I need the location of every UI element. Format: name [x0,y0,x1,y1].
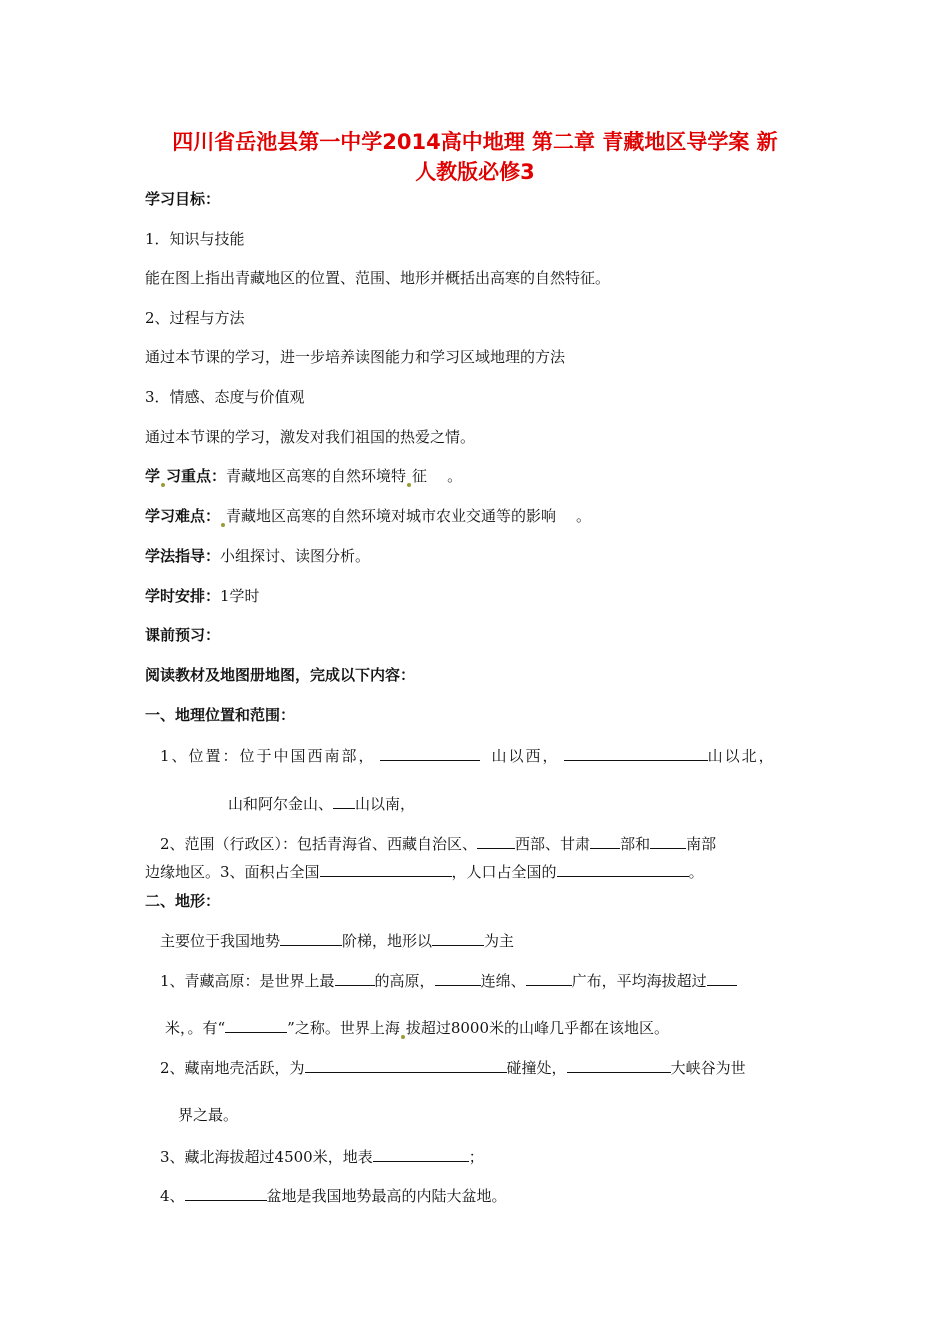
blank[interactable] [320,860,452,877]
section2-q3-a: 3、藏北海拔超过4500米，地表 [160,1148,373,1166]
difficulty-line [145,505,591,527]
section1-q2-e: 边缘地区。3、面积占全国 [145,863,320,881]
emotion-heading: 3．情感、态度与价值观 [145,388,305,406]
section2-q1-line [160,969,737,992]
section1-q1-a: 1、位置：位于中国西南部， [160,747,376,765]
key-point-tail: 。 [447,467,463,485]
section2-q2-a: 2、藏南地壳活跃，为 [160,1059,305,1077]
key-point-label-b: 习重点： [166,467,227,485]
method-label: 学法指导： [145,547,221,565]
section2-q2-line [160,1056,746,1079]
mark-dot [221,523,225,527]
section1-q1-d: 山和阿尔金山、 [228,795,334,813]
section1-q1-line [160,744,776,767]
process-text: 通过本节课的学习，进一步培养读图能力和学习区域地理的方法 [145,348,566,366]
section2-q4-line [160,1184,507,1207]
blank[interactable] [650,832,686,849]
mark-dot [407,483,411,487]
mark-dot [161,483,165,487]
blank[interactable] [305,1056,507,1073]
blank[interactable] [557,860,689,877]
mark-dot [401,1035,405,1039]
objectives-heading: 学习目标： [145,190,221,208]
knowledge-heading: 1．知识与技能 [145,230,245,248]
blank[interactable] [526,969,572,986]
section1-q1-b: 山以西， [491,747,560,765]
section2-q4-a: 4、 [160,1187,185,1205]
preview-heading: 课前预习： [145,626,221,644]
section2-q1-a: 1、青藏高原：是世界上最 [160,972,335,990]
section2-intro-line [160,929,514,952]
time-label: 学时安排： [145,587,221,605]
section1-q2-d: 南部 [686,835,717,853]
section2-q3-b: ； [468,1148,484,1166]
section2-intro-a: 主要位于我国地势 [160,932,281,950]
section1-q2-f: ，人口占全国的 [451,863,557,881]
section2-intro-c: 为主 [484,932,515,950]
blank[interactable] [333,792,355,809]
section2-q3-line [160,1145,484,1168]
blank[interactable] [373,1145,469,1162]
section2-heading: 二、地形： [145,892,221,910]
knowledge-text: 能在图上指出青藏地区的位置、范围、地形并概括出高寒的自然特征。 [145,269,611,287]
key-point-text-a: 青藏地区高寒的自然环境特 [226,467,407,485]
section2-q1-cont [165,1016,669,1039]
document-title-line-1: 四川省岳池县第一中学2014高中地理 第二章 青藏地区导学案 新 [172,130,778,154]
blank[interactable] [707,969,737,986]
section2-q4-b: 盆地是我国地势最高的内陆大盆地。 [266,1187,507,1205]
document-title-line-2: 人教版必修3 [415,160,535,184]
method-line [145,545,370,567]
blank[interactable] [567,1056,671,1073]
section2-q2-b: 碰撞处， [506,1059,567,1077]
section2-q1-b: 的高原， [374,972,435,990]
key-point-text-b: 征 [412,467,428,485]
section1-q2-line [160,832,716,855]
difficulty-tail: 。 [576,507,592,525]
section2-q1-g: 拔超过8000米的山峰几乎都在该地区。 [405,1019,670,1037]
section1-q2-cont [145,860,704,883]
section1-q2-c: 部和 [620,835,651,853]
blank[interactable] [590,832,620,849]
section2-q1-c: 连绵、 [480,972,526,990]
key-point-line [145,465,462,487]
emotion-text: 通过本节课的学习，激发对我们祖国的热爱之情。 [145,428,476,446]
section1-q2-b: 西部、甘肃 [515,835,591,853]
difficulty-label: 学习难点： [145,507,221,525]
section2-q1-e: 米，。有“ [165,1019,226,1037]
time-text: 1学时 [220,587,260,605]
section2-intro-b: 阶梯，地形以 [342,932,433,950]
blank[interactable] [225,1016,287,1033]
section1-q1-e: 山以南， [355,795,416,813]
process-heading: 2、过程与方法 [145,309,245,327]
blank[interactable] [435,969,481,986]
key-point-label-a: 学 [145,467,161,485]
section1-q1-c: 山以北， [707,747,776,765]
section2-q1-f: ”之称。世界上海 [287,1019,400,1037]
blank[interactable] [432,929,484,946]
section1-q2-a: 2、范围（行政区）：包括青海省、西藏自治区、 [160,835,478,853]
section1-q2-g: 。 [688,863,704,881]
preview-instruction: 阅读教材及地图册地图，完成以下内容： [145,666,416,684]
blank[interactable] [335,969,375,986]
blank[interactable] [280,929,342,946]
section1-q1-cont [228,792,415,815]
blank[interactable] [380,744,480,761]
difficulty-text: 青藏地区高寒的自然环境对城市农业交通等的影响 [226,507,557,525]
blank[interactable] [185,1184,267,1201]
section2-q1-d: 广布，平均海拔超过 [571,972,707,990]
method-text: 小组探讨、读图分析。 [220,547,371,565]
blank[interactable] [477,832,515,849]
blank[interactable] [564,744,708,761]
section2-q2-cont: 界之最。 [178,1106,239,1124]
section1-heading: 一、地理位置和范围： [145,706,296,724]
section2-q2-c: 大峡谷为世 [670,1059,746,1077]
time-line [145,585,260,607]
